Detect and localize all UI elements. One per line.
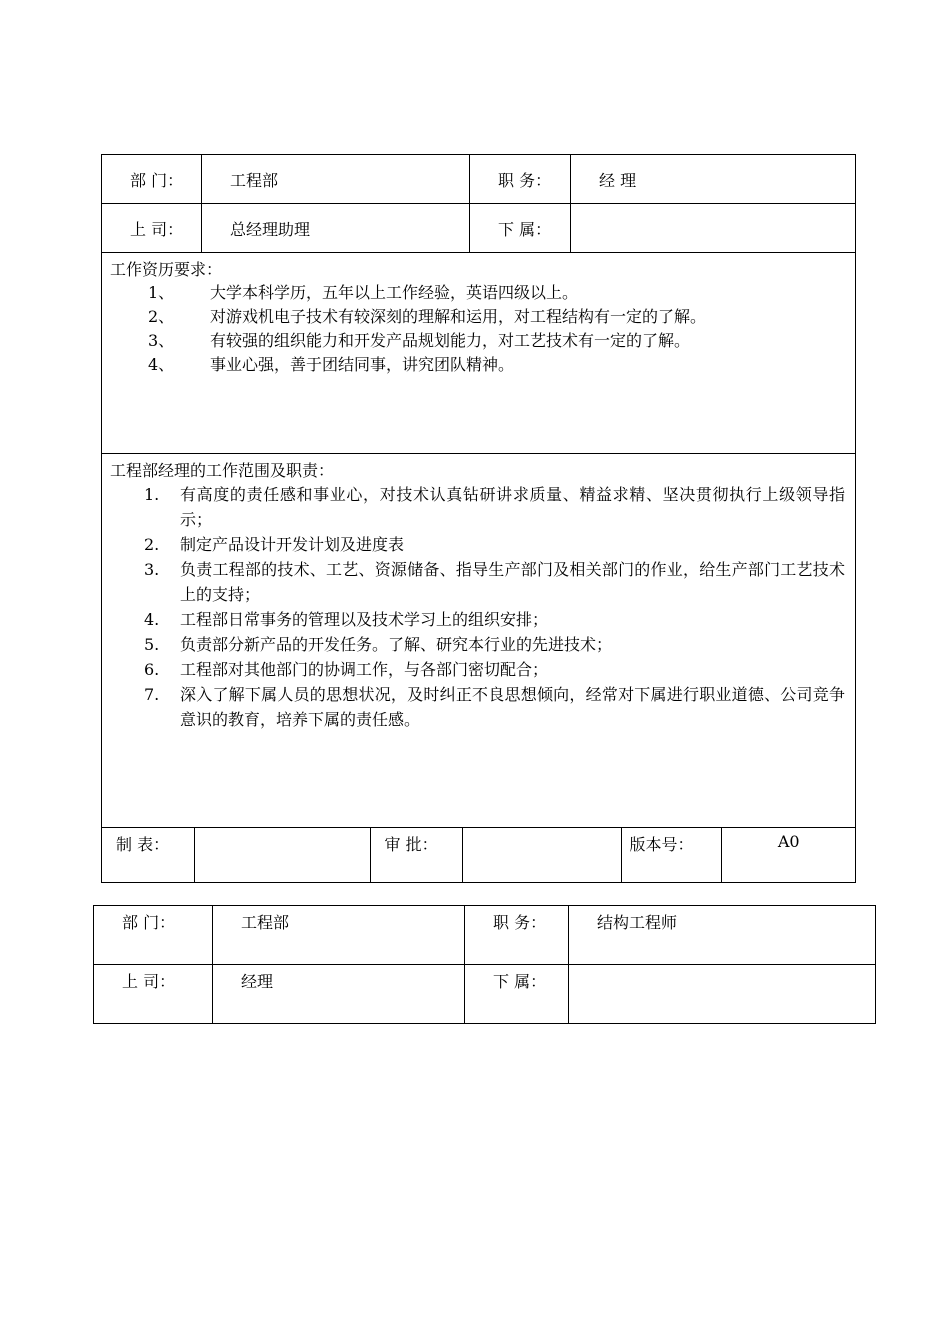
duty-item bbox=[110, 657, 845, 682]
subordinate-value bbox=[571, 204, 856, 253]
form2-superior-value: 经理 bbox=[213, 965, 465, 1024]
version-value: A0 bbox=[721, 828, 856, 882]
duty-item-text: 工程部日常事务的管理以及技术学习上的组织安排； bbox=[180, 610, 549, 629]
requirement-item-number: 2、 bbox=[148, 307, 175, 326]
form2-subordinate-label: 下 属： bbox=[465, 965, 569, 1024]
requirements-section bbox=[102, 253, 856, 454]
duty-item bbox=[110, 682, 845, 732]
duty-item-number: 1. bbox=[144, 485, 160, 504]
form2-superior-label: 上 司： bbox=[94, 965, 213, 1024]
form2-dept-value: 工程部 bbox=[213, 906, 465, 965]
requirement-item-number: 4、 bbox=[148, 355, 175, 374]
made-by-value bbox=[194, 828, 370, 882]
footer-container bbox=[102, 828, 856, 883]
footer-row bbox=[102, 828, 856, 883]
duty-item-text: 工程部对其他部门的协调工作，与各部门密切配合； bbox=[180, 660, 549, 679]
position-value: 经 理 bbox=[571, 155, 856, 204]
requirements-row bbox=[102, 253, 856, 454]
approve-value bbox=[462, 828, 621, 882]
form2-dept-label: 部 门： bbox=[94, 906, 213, 965]
made-by-label: 制 表： bbox=[102, 828, 194, 882]
superior-label: 上 司： bbox=[102, 204, 202, 253]
requirement-item bbox=[110, 305, 845, 329]
form2-position-value: 结构工程师 bbox=[569, 906, 876, 965]
duty-item-number: 2. bbox=[144, 535, 160, 554]
dept-label: 部 门： bbox=[102, 155, 202, 204]
requirement-item bbox=[110, 353, 845, 377]
requirement-item-text: 大学本科学历，五年以上工作经验，英语四级以上。 bbox=[210, 283, 579, 302]
duty-item bbox=[110, 607, 845, 632]
form2-row-2 bbox=[94, 965, 876, 1024]
job-description-form-manager bbox=[101, 154, 856, 883]
form2-row-1 bbox=[94, 906, 876, 965]
requirement-item-number: 1、 bbox=[148, 283, 175, 302]
duty-item-number: 6. bbox=[144, 660, 160, 679]
duty-item-text: 制定产品设计开发计划及进度表 bbox=[180, 535, 405, 554]
duty-item-number: 5. bbox=[144, 635, 160, 654]
version-label: 版本号： bbox=[621, 828, 721, 882]
header-row-1 bbox=[102, 155, 856, 204]
duty-item-number: 4. bbox=[144, 610, 160, 629]
duty-item-text: 负责部分新产品的开发任务。了解、研究本行业的先进技术； bbox=[180, 635, 613, 654]
duties-list bbox=[110, 482, 845, 732]
duties-section bbox=[102, 454, 856, 828]
requirement-item bbox=[110, 329, 845, 353]
superior-value: 总经理助理 bbox=[202, 204, 470, 253]
duty-item-number: 3. bbox=[144, 560, 160, 579]
dept-value: 工程部 bbox=[202, 155, 470, 204]
form2-position-label: 职 务： bbox=[465, 906, 569, 965]
requirements-title: 工作资历要求： bbox=[110, 260, 223, 279]
approve-label: 审 批： bbox=[370, 828, 462, 882]
duties-title: 工程部经理的工作范围及职责： bbox=[110, 461, 335, 480]
duty-item-text: 有高度的责任感和事业心，对技术认真钻研讲求质量、精益求精、坚决贯彻执行上级领导指示； bbox=[180, 485, 845, 529]
duty-item-number: 7. bbox=[144, 685, 160, 704]
requirement-item-text: 有较强的组织能力和开发产品规划能力，对工艺技术有一定的了解。 bbox=[210, 331, 691, 350]
duty-item bbox=[110, 557, 845, 607]
duty-item bbox=[110, 482, 845, 532]
job-description-form-structural-engineer bbox=[93, 905, 876, 1024]
footer-table bbox=[102, 828, 856, 882]
duty-item bbox=[110, 532, 845, 557]
requirement-item-text: 对游戏机电子技术有较深刻的理解和运用，对工程结构有一定的了解。 bbox=[210, 307, 707, 326]
subordinate-label: 下 属： bbox=[470, 204, 571, 253]
requirement-item-text: 事业心强，善于团结同事，讲究团队精神。 bbox=[210, 355, 515, 374]
duties-row bbox=[102, 454, 856, 828]
requirement-item-number: 3、 bbox=[148, 331, 175, 350]
form2-subordinate-value bbox=[569, 965, 876, 1024]
position-label: 职 务： bbox=[470, 155, 571, 204]
duty-item-text: 负责工程部的技术、工艺、资源储备、指导生产部门及相关部门的作业，给生产部门工艺技术上的支持； bbox=[180, 560, 845, 604]
duty-item-text: 深入了解下属人员的思想状况，及时纠正不良思想倾向，经常对下属进行职业道德、公司竞争意识的教育，培养下属的责任感。 bbox=[180, 685, 845, 729]
duty-item bbox=[110, 632, 845, 657]
header-row-2 bbox=[102, 204, 856, 253]
requirement-item bbox=[110, 281, 845, 305]
requirements-list bbox=[110, 281, 845, 377]
